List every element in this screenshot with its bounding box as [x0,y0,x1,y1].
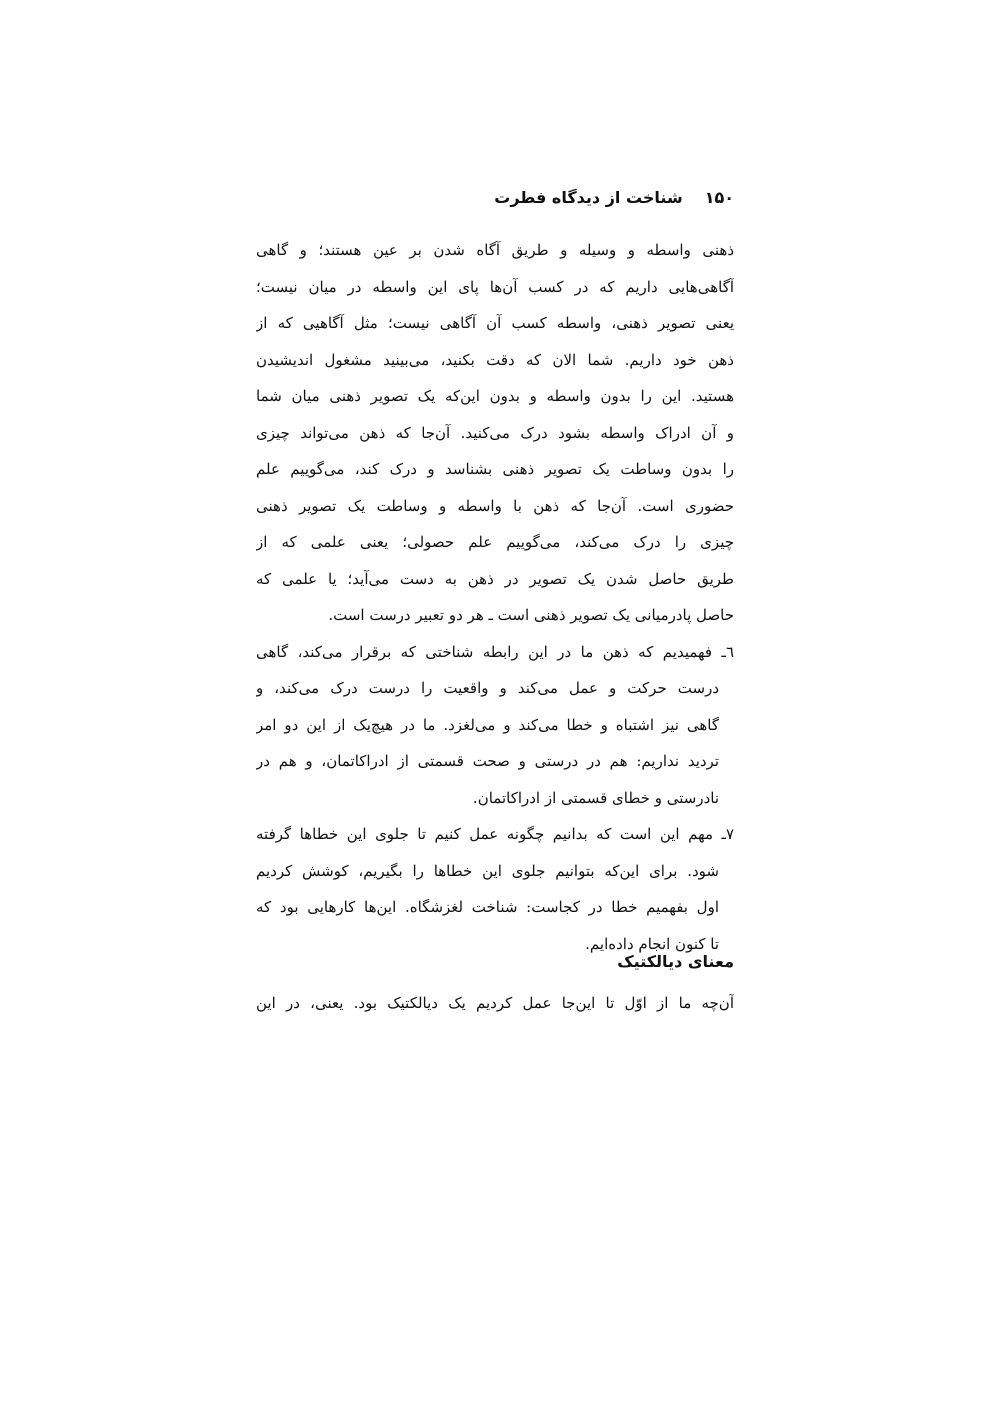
text-line: درست حرکت و عمل می‌کند و واقعیت را درست درک می‌کند، و [256,679,719,697]
numbered-paragraph-6 [256,634,734,817]
text-line: را بدون وساطت یک تصویر ذهنی بشناسد و درک کند، می‌گوییم علم [256,460,734,478]
running-head [254,188,734,207]
text-line: نادرستی و خطای قسمتی از ادراکاتمان. [472,788,719,807]
text-line: آگاهی‌هایی داریم که در کسب آن‌ها پای این واسطه در میان نیست؛ [256,277,734,296]
text-line: هستید. این را بدون واسطه و بدون این‌که یک تصویر ذهنی میان شما [256,387,734,405]
text-line: آن‌چه ما از اوّل تا این‌جا عمل کردیم یک دیالکتیک بود. یعنی، در این [256,994,734,1012]
text-line: اول بفهمیم خطا در کجاست: شناخت لغزشگاه. این‌ها کارهایی بود که [256,898,719,916]
section-body [256,985,734,1022]
text-line: حاصل پادرمیانی یک تصویر ذهنی است ـ هر دو تعبیر درست است. [328,606,734,624]
text-line: چیزی را درک می‌کند، می‌گوییم علم حصولی؛ یعنی علمی که از [256,533,734,551]
text-line: ذهن خود داریم. شما الان که دقت بکنید، می‌بینید مشغول اندیشیدن [256,350,734,369]
paragraph [256,232,734,634]
text-line: شود. برای این‌که بتوانیم جلوی این خطاها را بگیریم، کوشش کردیم [256,861,719,880]
text-line: طریق حاصل شدن یک تصویر در ذهن به دست می‌آید؛ یا علمی که [256,569,734,588]
body-text [256,232,734,962]
text-line: ٦ـ فهمیدیم که ذهن ما در این رابطه شناختی که برقرار می‌کند، گاهی [256,642,734,661]
page-number: ۱۵۰ [704,188,734,207]
text-line: ذهنی واسطه و وسیله و طریق آگاه شدن بر عین هستند؛ و گاهی [256,241,734,259]
text-line: حضوری است. آن‌جا که ذهن با واسطه و وساطت یک تصویر ذهنی [256,496,734,515]
numbered-paragraph-7 [256,816,734,962]
section-heading: معنای دیالکتیک [617,952,734,971]
text-line: تا کنون انجام داده‌ایم. [585,934,719,953]
text-line: گاهی نیز اشتباه و خطا می‌کند و می‌لغزد. ما در هیچ‌یک از این دو امر [256,715,719,734]
text-line: ۷ـ مهم این است که بدانیم چگونه عمل کنیم تا جلوی این خطاها گرفته [256,825,734,843]
page-header-title: شناخت از دیدگاه فطرت [494,188,683,207]
text-line: و آن ادراک واسطه بشود درک می‌کنید. آن‌جا که ذهن می‌تواند چیزی [256,423,734,442]
text-line: تردید نداریم: هم در درستی و صحت قسمتی از ادراکاتمان، و هم در [256,752,719,770]
text-line: یعنی تصویر ذهنی، واسطه کسب آن آگاهی نیست؛ مثل آگاهیی که از [256,314,734,332]
